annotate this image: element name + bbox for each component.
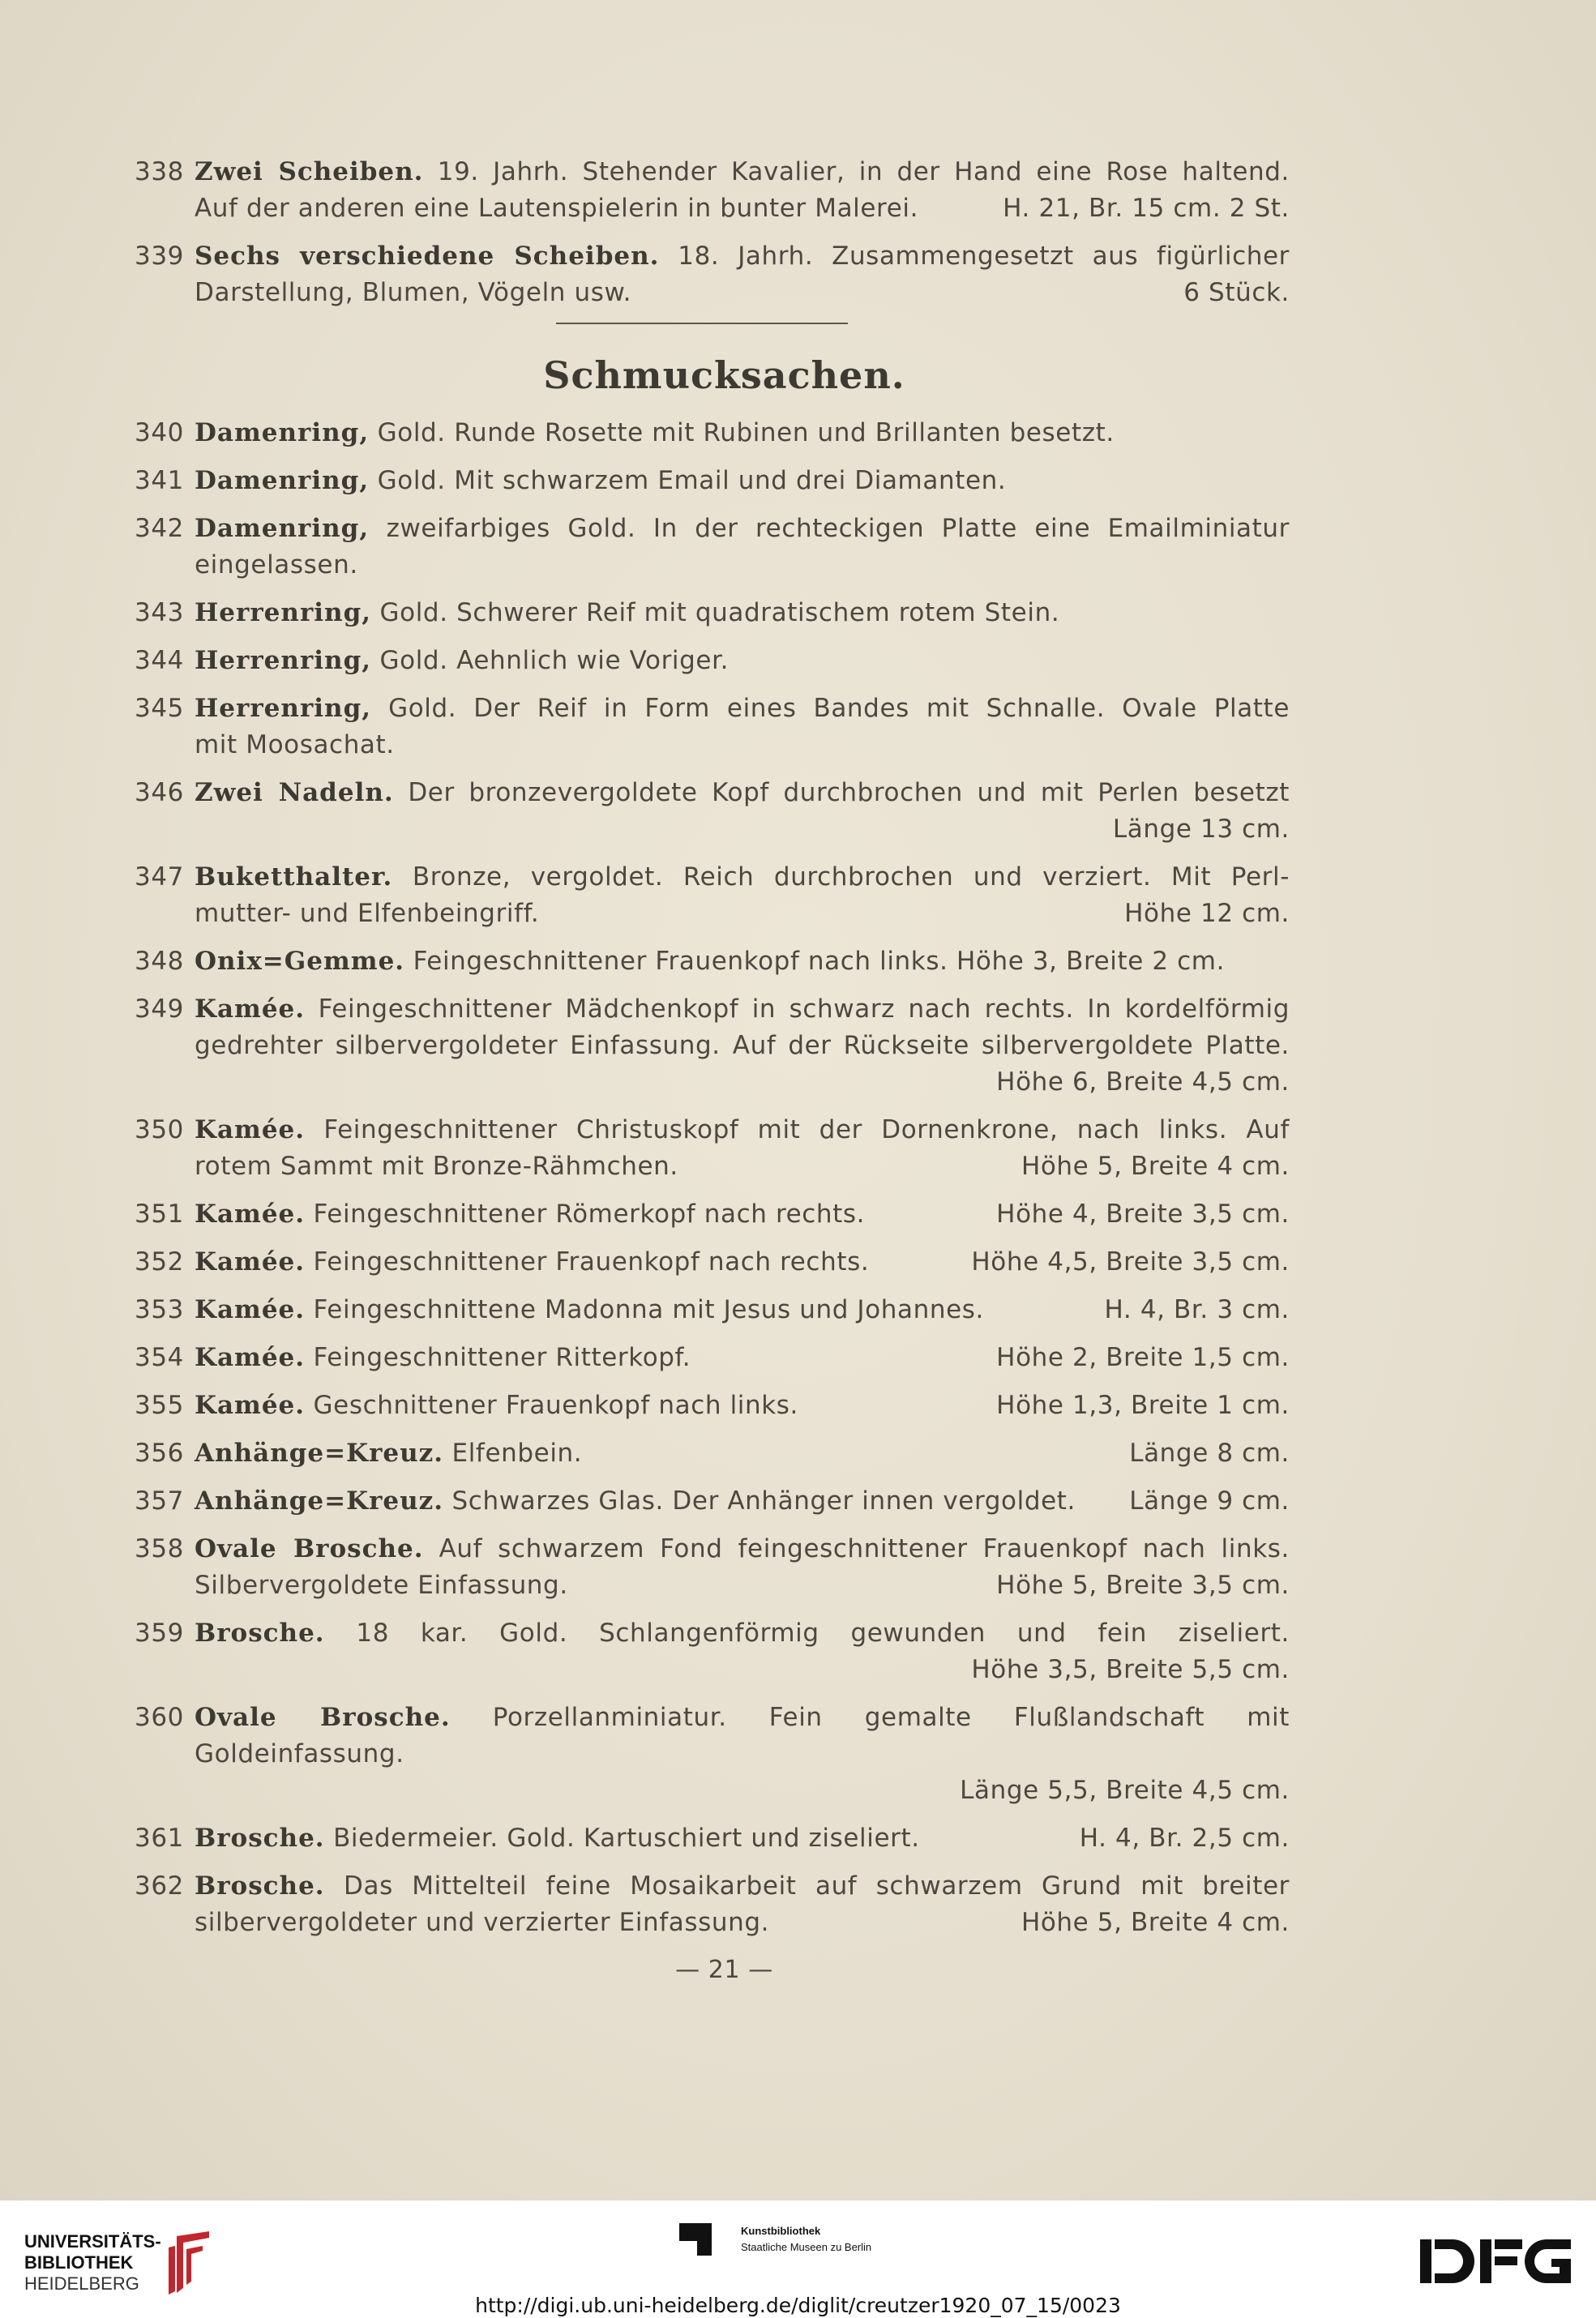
catalog-entry (135, 991, 1290, 1101)
entry-title: Sechs verschiedene Scheiben. (195, 242, 660, 271)
entry-measure: Länge 13 cm. (1112, 815, 1290, 844)
entry-title: Ovale Brosche. (195, 1534, 424, 1563)
entry-number: 349 (135, 994, 184, 1024)
entry-title: Kamée. (195, 994, 306, 1024)
entry-title: Damenring, (195, 514, 370, 543)
entry-title: Kamée. (195, 1295, 306, 1324)
entry-number: 352 (135, 1247, 184, 1277)
catalog-entry (135, 1244, 1290, 1281)
entry-title: Brosche. (195, 1871, 325, 1901)
entry-text: Feingeschnittener Römerkopf nach rechts. (313, 1200, 866, 1229)
entry-title: Brosche. (195, 1619, 325, 1648)
entry-title: Kamée. (195, 1200, 306, 1229)
entry-measure: Höhe 12 cm. (1124, 899, 1290, 928)
entry-title: Onix=Gemme. (195, 947, 405, 976)
entry-measure: Höhe 5, Breite 3,5 cm. (996, 1571, 1290, 1600)
entry-text: Darstellung, Blumen, Vögeln usw. (195, 278, 632, 307)
entry-measure: Höhe 1,3, Breite 1 cm. (996, 1391, 1290, 1420)
entry-measure: Höhe 5, Breite 4 cm. (1020, 1152, 1290, 1181)
entry-text: Feingeschnittener Mädchenkopf in schwarz nach rechts. In kordelförmig (318, 994, 1290, 1024)
catalog-entry (135, 595, 1290, 631)
entry-text: Auf der anderen eine Lautenspielerin in bunter Malerei. (195, 194, 919, 223)
entry-text: Gold. Aehnlich wie Voriger. (379, 646, 730, 675)
entry-text: eingelassen. (195, 550, 358, 580)
entry-number: 345 (135, 694, 184, 723)
entry-measure: Höhe 5, Breite 4 cm. (1020, 1908, 1290, 1937)
entry-number: 347 (135, 862, 184, 892)
catalog-entry (135, 1820, 1290, 1857)
entry-text: mutter- und Elfenbeingriff. (195, 899, 540, 928)
catalog-entry (135, 643, 1290, 679)
catalog-entry (135, 415, 1290, 451)
entry-measure: H. 4, Br. 3 cm. (1104, 1295, 1290, 1324)
catalog-entry (135, 511, 1290, 584)
ub-logo-line1: UNIVERSITÄTS- (24, 2231, 161, 2252)
ub-logo-line3: HEIDELBERG (24, 2273, 139, 2294)
entry-title: Anhänge=Kreuz. (195, 1486, 444, 1516)
entry-text: Gold. Der Reif in Form eines Bandes mit Schnalle. Ovale Platte (388, 694, 1290, 723)
entry-measure: Höhe 4,5, Breite 3,5 cm. (971, 1247, 1290, 1277)
entry-title: Kamée. (195, 1343, 306, 1372)
dfg-logo-icon[interactable] (1420, 2236, 1572, 2286)
entry-number: 348 (135, 947, 184, 976)
entry-text: rotem Sammt mit Bronze-Rähmchen. (195, 1152, 678, 1181)
entry-title: Buketthalter. (195, 862, 393, 892)
entry-number: 361 (135, 1824, 184, 1853)
entry-text: Feingeschnittener Frauenkopf nach links. Höhe 3, Breite 2 cm. (413, 947, 1226, 976)
entry-text: silbervergoldeter und verzierter Einfassung. (195, 1908, 770, 1937)
entry-text: mit Moosachat. (195, 730, 395, 759)
catalog-entry (135, 154, 1290, 227)
source-url[interactable]: http://digi.ub.uni-heidelberg.de/diglit/creutzer1920_07_15/0023 (475, 2294, 1121, 2317)
entry-number: 360 (135, 1703, 184, 1732)
entry-measure: 6 Stück. (1183, 278, 1290, 307)
entry-number: 359 (135, 1619, 184, 1648)
ub-heidelberg-logo[interactable] (24, 2231, 161, 2294)
entry-text: Gold. Runde Rosette mit Rubinen und Brillanten besetzt. (377, 418, 1115, 447)
entry-title: Anhänge=Kreuz. (195, 1439, 444, 1468)
entry-text: Feingeschnittene Madonna mit Jesus und Johannes. (313, 1295, 984, 1324)
page-number: — 21 — (675, 1956, 773, 1984)
entry-text: Geschnittener Frauenkopf nach links. (313, 1391, 799, 1420)
catalog-content (135, 154, 1290, 1984)
entry-title: Kamée. (195, 1247, 306, 1277)
catalog-entry (135, 1340, 1290, 1376)
entry-text: Silbervergoldete Einfassung. (195, 1571, 568, 1600)
entry-number: 357 (135, 1486, 184, 1516)
entry-text: Porzellanminiatur. Fein gemalte Flußlandschaft mit Goldeinfassung. (195, 1703, 1290, 1768)
entry-title: Herrenring, (195, 646, 372, 675)
entry-number: 354 (135, 1343, 184, 1372)
entry-measure: Höhe 2, Breite 1,5 cm. (996, 1343, 1290, 1372)
catalog-entry (135, 691, 1290, 763)
catalog-entry (135, 1700, 1290, 1809)
entry-title: Zwei Scheiben. (195, 157, 424, 186)
catalog-entry (135, 1112, 1290, 1185)
entry-number: 342 (135, 514, 184, 543)
entry-list (135, 415, 1290, 1941)
catalog-entry (135, 1388, 1290, 1424)
ub-emblem-icon (160, 2230, 217, 2294)
entry-measure: Höhe 3,5, Breite 5,5 cm. (971, 1655, 1290, 1684)
entry-text: 18 kar. Gold. Schlangenförmig gewunden und fein ziseliert. (356, 1619, 1290, 1648)
entry-text: Feingeschnittener Christuskopf mit der Dornenkrone, nach links. Auf (323, 1115, 1290, 1144)
ub-logo-line2: BIBLIOTHEK (24, 2252, 134, 2273)
catalog-entry (135, 943, 1290, 980)
entry-text: Bronze, vergoldet. Reich durchbrochen und verziert. Mit Perl- (412, 862, 1290, 892)
kb-logo-line2: Staatliche Museen zu Berlin (741, 2241, 872, 2253)
entry-measure: Höhe 4, Breite 3,5 cm. (996, 1200, 1290, 1229)
entry-title: Brosche. (195, 1824, 325, 1853)
entry-number: 362 (135, 1871, 184, 1901)
entry-text: Schwarzes Glas. Der Anhänger innen vergoldet. (451, 1486, 1076, 1516)
catalog-entry (135, 1292, 1290, 1328)
entry-measure: Länge 8 cm. (1129, 1439, 1290, 1468)
kb-logo-line1: Kunstbibliothek (741, 2225, 821, 2237)
section-divider (556, 323, 848, 324)
entry-text: zweifarbiges Gold. In der rechteckigen Platte eine Emailminiatur (386, 514, 1290, 543)
entry-text: Gold. Schwerer Reif mit quadratischem rotem Stein. (379, 598, 1060, 627)
catalog-entry (135, 1531, 1290, 1604)
section-heading: Schmucksachen. (543, 353, 905, 397)
entry-number: 350 (135, 1115, 184, 1144)
entry-title: Zwei Nadeln. (195, 778, 394, 807)
entry-measure: H. 4, Br. 2,5 cm. (1079, 1824, 1290, 1853)
catalog-entry (135, 775, 1290, 848)
entry-number: 356 (135, 1439, 184, 1468)
footer-bar (0, 2200, 1596, 2318)
kunstbibliothek-logo[interactable] (741, 2223, 871, 2256)
entry-number: 355 (135, 1391, 184, 1420)
entry-number: 346 (135, 778, 184, 807)
entry-measure: H. 21, Br. 15 cm. 2 St. (1003, 194, 1290, 223)
catalog-entry (135, 1868, 1290, 1941)
catalog-entry (135, 238, 1290, 311)
entry-number: 339 (135, 242, 184, 271)
entry-text: Feingeschnittener Frauenkopf nach rechts. (313, 1247, 870, 1277)
catalog-entry (135, 1435, 1290, 1472)
entry-text: Der bronzevergoldete Kopf durchbrochen und mit Perlen besetzt (408, 778, 1290, 807)
entry-number: 340 (135, 418, 184, 447)
catalog-entry (135, 463, 1290, 499)
entry-text: Biedermeier. Gold. Kartuschiert und ziseliert. (333, 1824, 920, 1853)
entry-number: 341 (135, 466, 184, 495)
entry-measure: Länge 5,5, Breite 4,5 cm. (960, 1776, 1290, 1805)
catalog-entry (135, 859, 1290, 932)
catalog-entry (135, 1615, 1290, 1688)
entry-text: Gold. Mit schwarzem Email und drei Diamanten. (377, 466, 1007, 495)
entry-text: Feingeschnittener Ritterkopf. (313, 1343, 691, 1372)
entry-title: Kamée. (195, 1391, 306, 1420)
entry-text: Auf schwarzem Fond feingeschnittener Frauenkopf nach links. (439, 1534, 1290, 1563)
entry-number: 344 (135, 646, 184, 675)
entry-measure: Höhe 6, Breite 4,5 cm. (996, 1067, 1290, 1097)
entry-text: gedrehter silbervergoldeter Einfassung. Auf der Rückseite silbervergoldete Platte. (195, 1031, 1290, 1060)
entry-text: Elfenbein. (451, 1439, 583, 1468)
entry-number: 343 (135, 598, 184, 627)
kunstbibliothek-logo-icon (679, 2223, 712, 2256)
entry-number: 358 (135, 1534, 184, 1563)
entry-number: 351 (135, 1200, 184, 1229)
entry-measure: Länge 9 cm. (1129, 1486, 1290, 1516)
entry-title: Herrenring, (195, 598, 372, 627)
entry-title: Damenring, (195, 466, 370, 495)
catalog-entry (135, 1196, 1290, 1233)
entry-text: 18. Jahrh. Zusammengesetzt aus figürlicher (678, 242, 1290, 271)
catalog-entry (135, 1483, 1290, 1520)
entry-title: Herrenring, (195, 694, 372, 723)
entry-title: Kamée. (195, 1115, 306, 1144)
entry-number: 338 (135, 157, 184, 186)
entry-text: Das Mittelteil feine Mosaikarbeit auf schwarzem Grund mit breiter (344, 1871, 1290, 1901)
entry-text: 19. Jahrh. Stehender Kavalier, in der Hand eine Rose haltend. (437, 157, 1290, 186)
entry-number: 353 (135, 1295, 184, 1324)
entry-title: Ovale Brosche. (195, 1703, 451, 1732)
entry-title: Damenring, (195, 418, 370, 447)
